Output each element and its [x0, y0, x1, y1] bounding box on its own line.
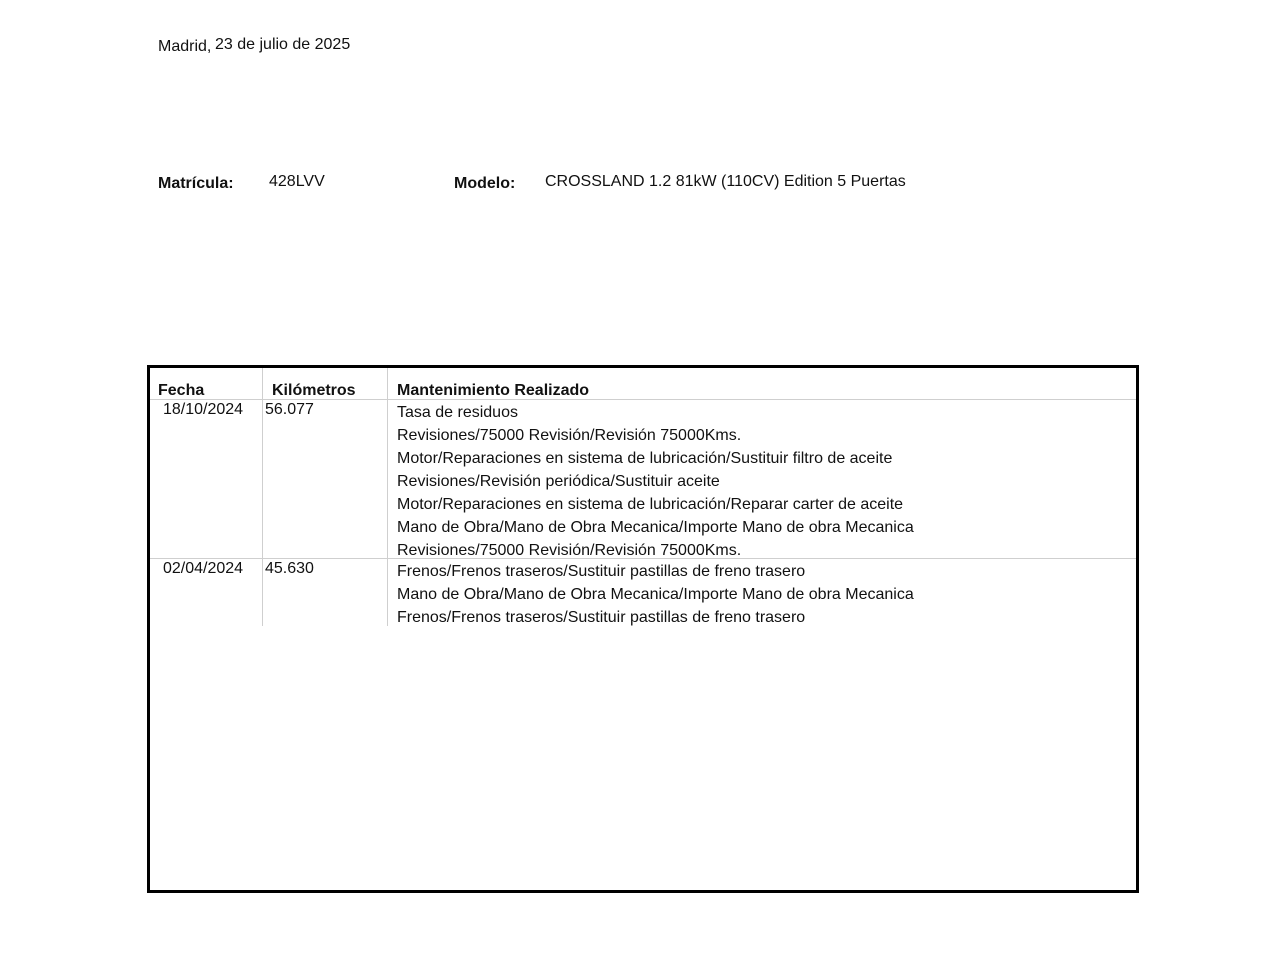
plate-value: 428LVV — [269, 173, 325, 190]
document-date: 23 de julio de 2025 — [215, 36, 351, 53]
task-item: Frenos/Frenos traseros/Sustituir pastillas de freno trasero — [397, 563, 806, 580]
column-divider — [387, 368, 388, 626]
task-item: Revisiones/Revisión periódica/Sustituir aceite — [397, 473, 720, 490]
row-km: 45.630 — [265, 560, 314, 577]
task-item: Mano de Obra/Mano de Obra Mecanica/Importe Mano de obra Mecanica — [397, 519, 914, 536]
row-date: 18/10/2024 — [163, 401, 244, 418]
maintenance-table — [147, 365, 1139, 893]
column-divider — [262, 368, 263, 626]
column-header-km: Kilómetros — [272, 382, 356, 399]
model-label: Modelo: — [454, 175, 516, 192]
task-list — [397, 401, 914, 562]
task-item: Motor/Reparaciones en sistema de lubricación/Reparar carter de aceite — [397, 496, 904, 513]
plate-label: Matrícula: — [158, 175, 234, 192]
task-item: Revisiones/75000 Revisión/Revisión 75000Kms. — [397, 542, 742, 559]
column-header-date: Fecha — [158, 382, 205, 399]
row-date: 02/04/2024 — [163, 560, 244, 577]
model-value: CROSSLAND 1.2 81kW (110CV) Edition 5 Puertas — [545, 173, 906, 190]
task-item: Motor/Reparaciones en sistema de lubricación/Sustituir filtro de aceite — [397, 450, 893, 467]
task-item: Revisiones/75000 Revisión/Revisión 75000Kms. — [397, 427, 742, 444]
task-list — [397, 560, 914, 629]
location-city: Madrid, — [158, 38, 212, 55]
task-item: Mano de Obra/Mano de Obra Mecanica/Importe Mano de obra Mecanica — [397, 586, 914, 603]
column-header-maintenance: Mantenimiento Realizado — [397, 382, 590, 399]
task-item: Tasa de residuos — [397, 404, 518, 421]
row-km: 56.077 — [265, 401, 314, 418]
task-item: Frenos/Frenos traseros/Sustituir pastillas de freno trasero — [397, 609, 806, 626]
